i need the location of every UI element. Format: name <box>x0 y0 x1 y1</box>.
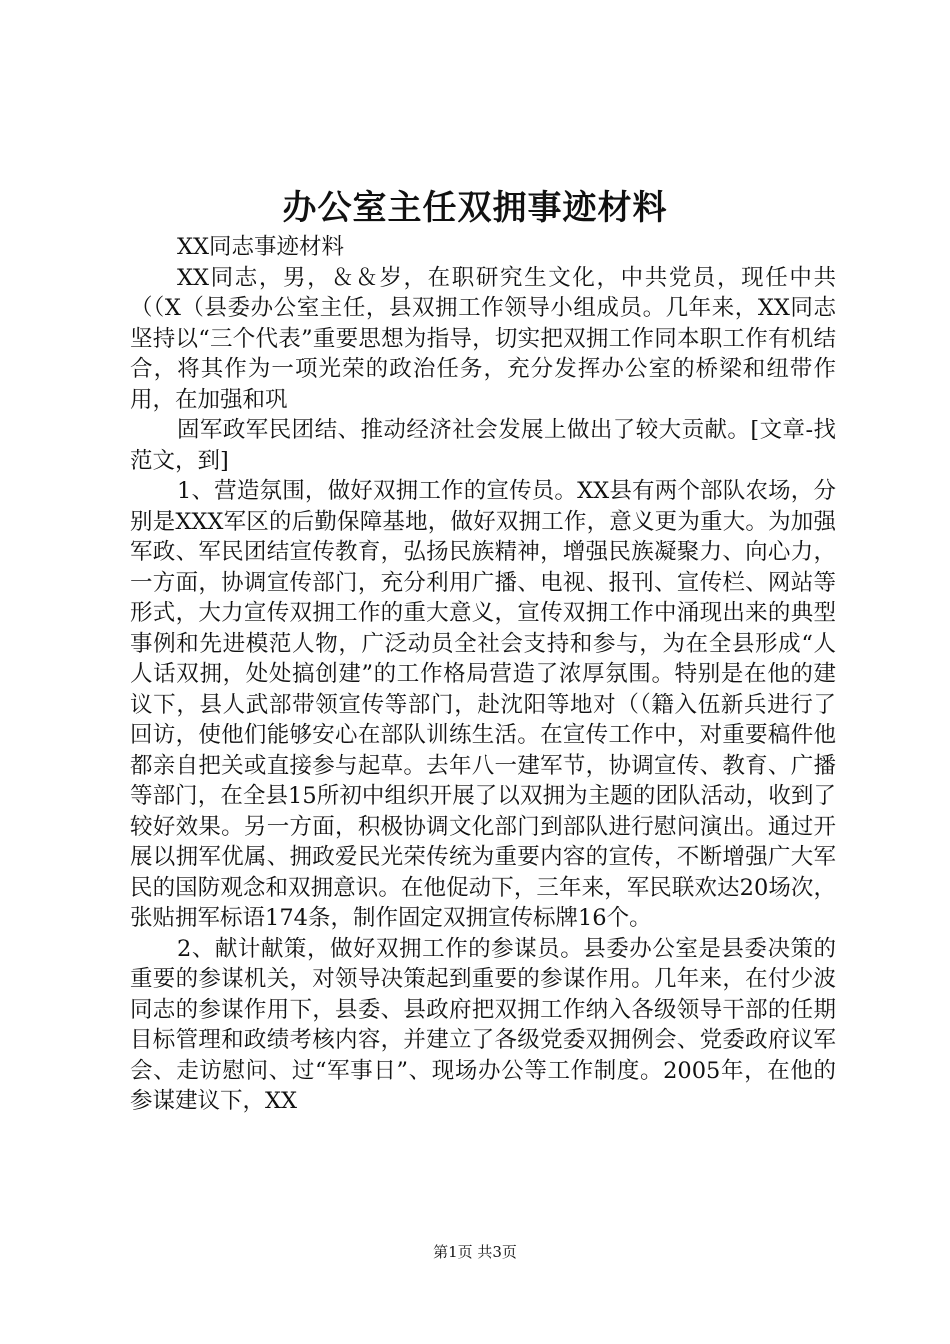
paragraph-intro-continued: 固军政军民团结、推动经济社会发展上做出了较大贡献。[文章-找范文，到] <box>130 417 836 474</box>
paragraph-section-2: 2、献计献策，做好双拥工作的参谋员。县委办公室是县委决策的重要的参谋机关，对领导决策起到重要的参谋作用。几年来，在付少波同志的参谋作用下，县委、县政府把双拥工作纳入各级领导干部的任期目标管理和政绩考核内容，并建立了各级党委双拥例会、党委政府议军会、走访慰问、过“军事日”、现场办公等工作制度。2005年，在他的参谋建议下，XX <box>130 935 836 1114</box>
paragraph-heading: XX同志事迹材料 <box>177 234 345 260</box>
page-footer: 第1页 共3页 <box>433 1243 517 1261</box>
paragraph-section-1: 1、营造氛围，做好双拥工作的宣传员。XX县有两个部队农场，分别是XXX军区的后勤保障基地，做好双拥工作，意义更为重大。为加强军政、军民团结宣传教育，弘扬民族精神，增强民族凝聚力、向心力，一方面，协调宣传部门，充分利用广播、电视、报刊、宣传栏、网站等形式，大力宣传双拥工作的重大意义，宣传双拥工作中涌现出来的典型事例和先进模范人物，广泛动员全社会支持和参与，为在全县形成“人人话双拥，处处搞创建”的工作格局营造了浓厚氛围。特别是在他的建议下，县人武部带领宣传等部门，赴沈阳等地对（（籍入伍新兵进行了回访，使他们能够安心在部队训练生活。在宣传工作中，对重要稿件他都亲自把关或直接参与起草。去年八一建军节，协调宣传、教育、广播等部门，在全县15所初中组织开展了以双拥为主题的团队活动，收到了较好效果。另一方面，积极协调文化部门到部队进行慰问演出。通过开展以拥军优属、拥政爱民光荣传统为重要内容的宣传，不断增强广大军民的国防观念和双拥意识。在他促动下，三年来，军民联欢达20场次，张贴拥军标语174条，制作固定双拥宣传标牌16个。 <box>130 478 836 931</box>
document-body <box>130 232 836 1117</box>
paragraph-intro: XX同志，男，＆＆岁，在职研究生文化，中共党员，现任中共（（X（县委办公室主任，县双拥工作领导小组成员。几年来，XX同志坚持以“三个代表”重要思想为指导，切实把双拥工作同本职工作有机结合，将其作为一项光荣的政治任务，充分发挥办公室的桥梁和纽带作用，在加强和巩 <box>130 264 836 413</box>
document-title: 办公室主任双拥事迹材料 <box>282 188 668 228</box>
